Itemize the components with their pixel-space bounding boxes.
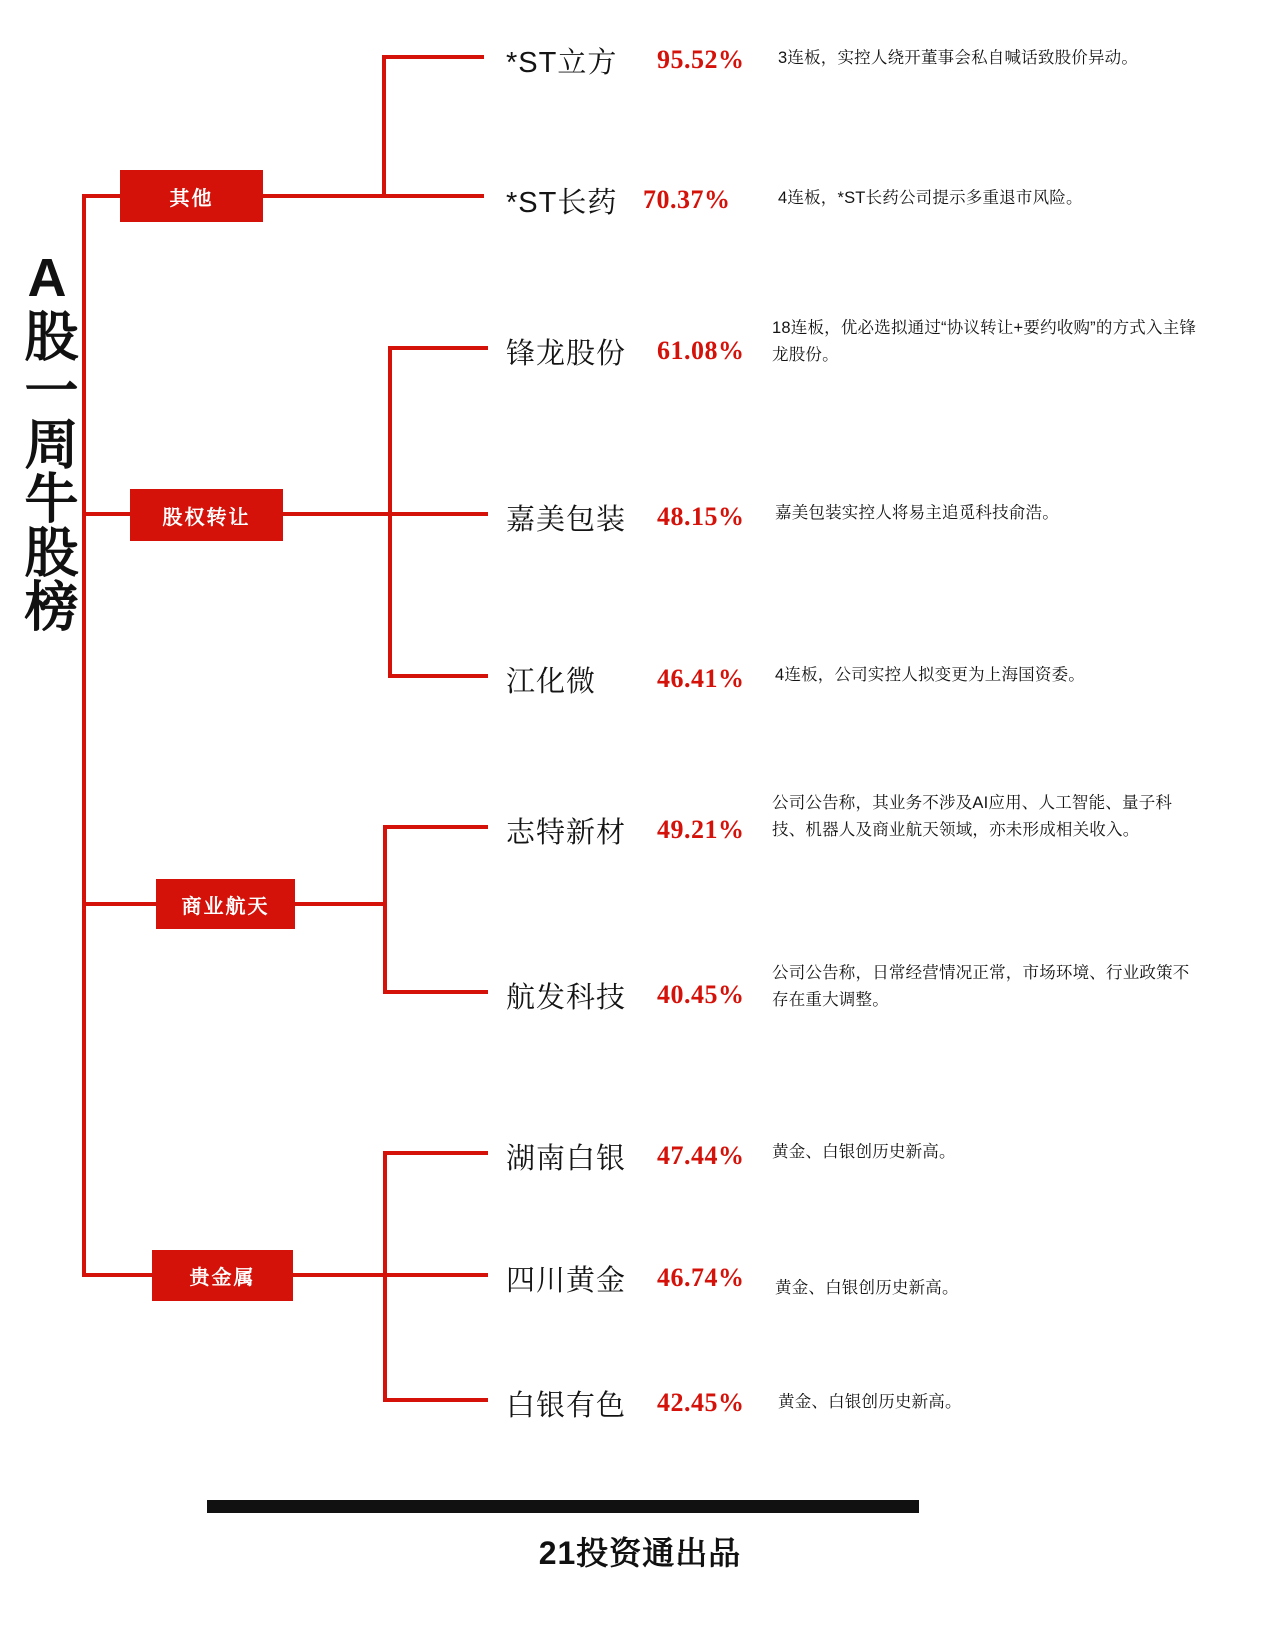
stock-name[interactable]: 航发科技 [506,982,627,1014]
stock-note: 18连板，优必选拟通过“协议转让+要约收购”的方式入主锋龙股份。 [772,319,1197,365]
stock-note: 4连板，*ST长药公司提示多重退市风险。 [778,189,1083,207]
root-title: A股一周牛股榜 [17,248,77,632]
stock-change-pct: 61.08% [657,336,745,365]
stock-name[interactable]: 湖南白银 [506,1143,627,1175]
stock-name[interactable]: 志特新材 [506,817,627,849]
category-box-equity-transfer[interactable]: 股权转让 [130,489,283,541]
stock-change-pct: 46.74% [657,1263,745,1292]
stock-name[interactable]: *ST立方 [506,47,618,79]
stock-change-pct: 49.21% [657,815,745,844]
stock-change-pct: 46.41% [657,664,745,693]
stock-change-pct: 40.45% [657,980,745,1009]
stock-name[interactable]: 锋龙股份 [506,338,627,370]
stock-note: 嘉美包装实控人将易主追觅科技俞浩。 [775,504,1059,522]
stock-note: 4连板，公司实控人拟变更为上海国资委。 [775,666,1085,684]
stock-note: 公司公告称，其业务不涉及AI应用、人工智能、量子科技、机器人及商业航天领域，亦未形成相关收入。 [772,794,1173,840]
category-box-precious-metals[interactable]: 贵金属 [152,1250,293,1301]
stock-name[interactable]: 四川黄金 [506,1265,627,1297]
footer-credit: 21投资通出品 [538,1535,742,1571]
stock-change-pct: 48.15% [657,502,745,531]
stock-note: 公司公告称，日常经营情况正常，市场环境、行业政策不存在重大调整。 [772,964,1190,1010]
stock-name[interactable]: 白银有色 [506,1390,627,1422]
stock-name[interactable]: 江化微 [506,666,597,698]
stock-name[interactable]: 嘉美包装 [506,504,627,536]
stock-change-pct: 47.44% [657,1141,745,1170]
stock-name[interactable]: *ST长药 [506,187,618,219]
stock-change-pct: 42.45% [657,1388,745,1417]
stock-note: 黄金、白银创历史新高。 [775,1279,959,1297]
stock-note: 3连板，实控人绕开董事会私自喊话致股价异动。 [778,49,1139,67]
stock-change-pct: 70.37% [643,185,731,214]
stock-note: 黄金、白银创历史新高。 [772,1143,956,1161]
category-box-commercial-aerospace[interactable]: 商业航天 [156,879,295,929]
stock-note: 黄金、白银创历史新高。 [778,1393,962,1411]
stock-change-pct: 95.52% [657,45,745,74]
footer-divider [207,1500,919,1513]
category-box-other[interactable]: 其他 [120,170,263,222]
